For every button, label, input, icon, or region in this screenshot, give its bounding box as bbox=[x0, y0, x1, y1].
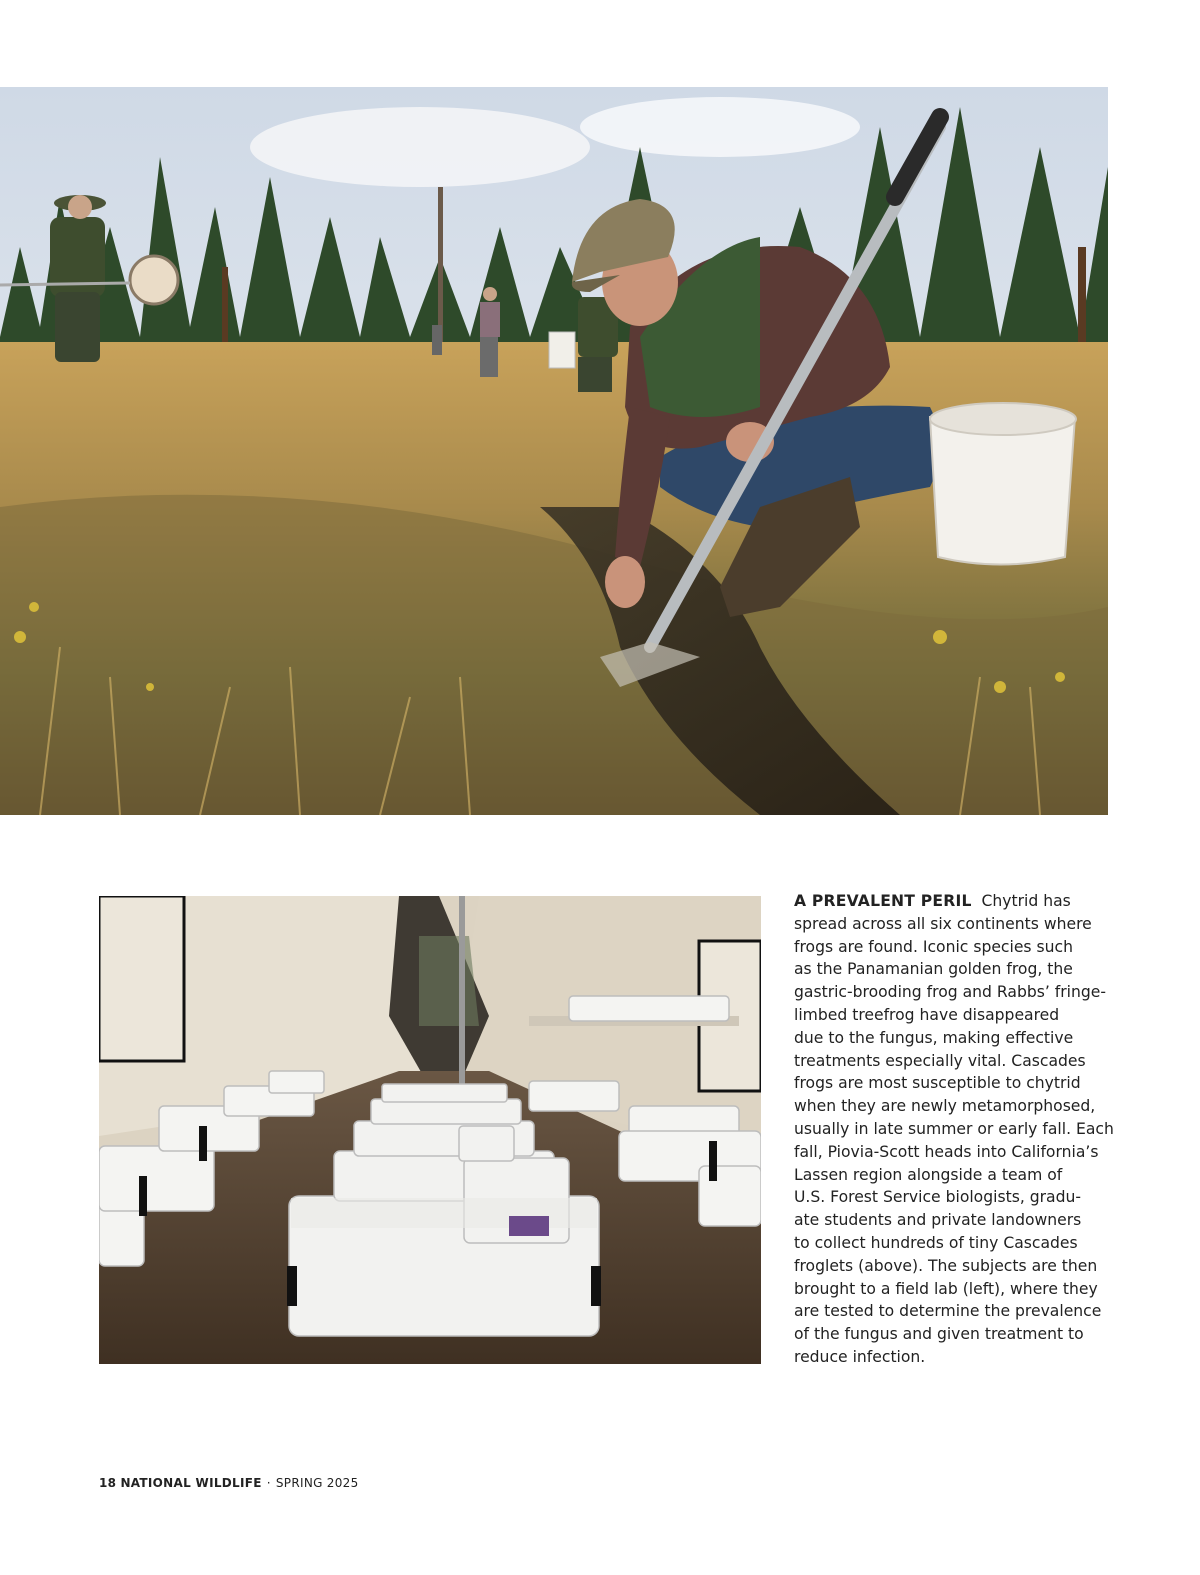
caption-line: frogs are most susceptible to chytrid bbox=[794, 1074, 1081, 1093]
caption-line: usually in late summer or early fall. Each bbox=[794, 1119, 1114, 1138]
caption-line: due to the fungus, making effective bbox=[794, 1028, 1074, 1047]
issue-date: SPRING 2025 bbox=[275, 1476, 359, 1490]
caption-line: ate students and private landowners bbox=[794, 1211, 1082, 1230]
caption-line: limbed treefrog have disappeared bbox=[794, 1005, 1060, 1024]
caption-line: Lassen region alongside a team of bbox=[794, 1165, 1063, 1184]
page-folio bbox=[99, 1476, 359, 1490]
caption-line: froglets (above). The subjects are then bbox=[794, 1256, 1098, 1275]
caption-line: of the fungus and given treatment to bbox=[794, 1325, 1084, 1344]
caption-line: frogs are found. Iconic species such bbox=[794, 937, 1073, 956]
folio-separator: · bbox=[266, 1476, 271, 1490]
caption-text: Chytrid has bbox=[981, 892, 1071, 910]
field-lab-photo bbox=[99, 896, 761, 1364]
caption-line: are tested to determine the prevalence bbox=[794, 1302, 1102, 1321]
caption-line: reduce infection. bbox=[794, 1347, 926, 1366]
caption-line: spread across all six continents where bbox=[794, 914, 1092, 933]
photo-caption bbox=[794, 890, 1116, 1369]
caption-line: brought to a field lab (left), where they bbox=[794, 1279, 1098, 1298]
field-lab-illustration bbox=[99, 896, 761, 1364]
caption-line: when they are newly metamorphosed, bbox=[794, 1097, 1096, 1116]
caption-lead: A PREVALENT PERIL bbox=[794, 892, 972, 910]
caption-line: treatments especially vital. Cascades bbox=[794, 1051, 1086, 1070]
field-photo bbox=[0, 87, 1108, 815]
caption-line: U.S. Forest Service biologists, gradu- bbox=[794, 1188, 1082, 1207]
caption-line: gastric-brooding frog and Rabbs’ fringe- bbox=[794, 983, 1107, 1002]
field-photo-illustration bbox=[0, 87, 1108, 815]
caption-line: fall, Piovia-Scott heads into California’s bbox=[794, 1142, 1099, 1161]
caption-line: as the Panamanian golden frog, the bbox=[794, 960, 1073, 979]
caption-line: to collect hundreds of tiny Cascades bbox=[794, 1233, 1078, 1252]
page-number: 18 bbox=[99, 1476, 117, 1490]
caption-line bbox=[794, 890, 1116, 913]
magazine-name: NATIONAL WILDLIFE bbox=[120, 1476, 262, 1490]
